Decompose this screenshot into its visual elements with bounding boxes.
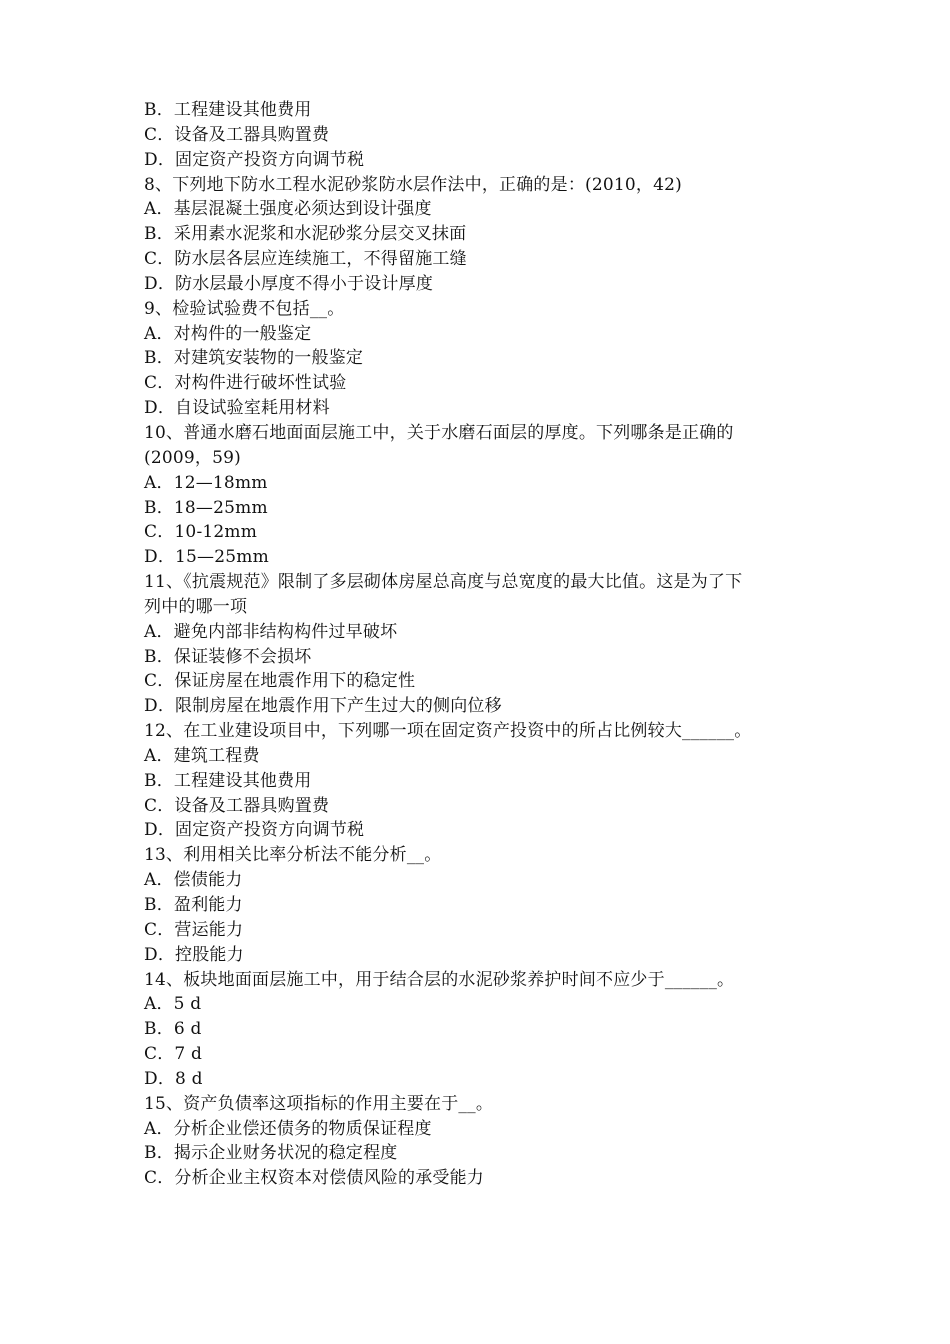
answer-option: D．自设试验室耗用材料 xyxy=(144,398,330,419)
answer-option: B．采用素水泥浆和水泥砂浆分层交叉抹面 xyxy=(144,224,467,245)
answer-option: A．建筑工程费 xyxy=(144,745,260,766)
answer-option: C．营运能力 xyxy=(144,919,244,940)
answer-option: A．避免内部非结构构件过早破坏 xyxy=(144,621,398,642)
answer-option: C．设备及工器具购置费 xyxy=(144,795,330,816)
answer-option: B．对建筑安装物的一般鉴定 xyxy=(144,348,364,369)
question-text: 11、《抗震规范》限制了多层砌体房屋总高度与总宽度的最大比值。这是为了下 xyxy=(144,572,743,593)
answer-option: A．5 d xyxy=(144,994,202,1015)
answer-option: B．揭示企业财务状况的稳定程度 xyxy=(144,1143,398,1164)
answer-option: D．8 d xyxy=(144,1068,203,1089)
answer-option: C．设备及工器具购置费 xyxy=(144,124,330,145)
answer-option: A．基层混凝土强度必须达到设计强度 xyxy=(144,199,432,220)
answer-option: B．工程建设其他费用 xyxy=(144,770,312,791)
question-text: 12、在工业建设项目中，下列哪一项在固定资产投资中的所占比例较大______。 xyxy=(144,721,752,742)
question-text: 10、普通水磨石地面面层施工中，关于水磨石面层的厚度。下列哪条是正确的 xyxy=(144,422,734,443)
answer-option: D．固定资产投资方向调节税 xyxy=(144,149,365,170)
answer-option: A．分析企业偿还债务的物质保证程度 xyxy=(144,1118,432,1139)
document-body xyxy=(144,98,824,1191)
question-text-continuation: (2009，59) xyxy=(144,447,241,468)
answer-option: A．12—18mm xyxy=(144,472,268,493)
answer-option: A．对构件的一般鉴定 xyxy=(144,323,312,344)
answer-option: C．分析企业主权资本对偿债风险的承受能力 xyxy=(144,1168,485,1189)
answer-option: B．工程建设其他费用 xyxy=(144,100,312,120)
answer-option: B．盈利能力 xyxy=(144,895,243,915)
question-text: 8、下列地下防水工程水泥砂浆防水层作法中，正确的是：(2010，42) xyxy=(144,174,682,195)
question-text: 14、板块地面面层施工中，用于结合层的水泥砂浆养护时间不应少于______。 xyxy=(144,969,735,990)
answer-option: D．防水层最小厚度不得小于设计厚度 xyxy=(144,273,434,294)
answer-option: C．防水层各层应连续施工，不得留施工缝 xyxy=(144,249,467,270)
question-text: 15、资产负债率这项指标的作用主要在于__。 xyxy=(144,1093,494,1114)
answer-option: B．18—25mm xyxy=(144,497,268,518)
answer-option: C．7 d xyxy=(144,1044,203,1065)
answer-option: C．10-12mm xyxy=(144,522,258,543)
answer-option: C．对构件进行破坏性试验 xyxy=(144,373,347,394)
answer-option: B．6 d xyxy=(144,1019,202,1040)
answer-option: C．保证房屋在地震作用下的稳定性 xyxy=(144,671,416,692)
answer-option: D．固定资产投资方向调节税 xyxy=(144,820,365,841)
question-text: 9、检验试验费不包括__。 xyxy=(144,298,345,319)
question-text: 13、利用相关比率分析法不能分析__。 xyxy=(144,845,442,866)
answer-option: D．控股能力 xyxy=(144,944,244,965)
answer-option: B．保证装修不会损坏 xyxy=(144,646,312,667)
answer-option: A．偿债能力 xyxy=(144,870,243,891)
answer-option: D．限制房屋在地震作用下产生过大的侧向位移 xyxy=(144,696,502,717)
answer-option: D．15—25mm xyxy=(144,547,269,568)
question-text-continuation: 列中的哪一项 xyxy=(144,596,248,617)
